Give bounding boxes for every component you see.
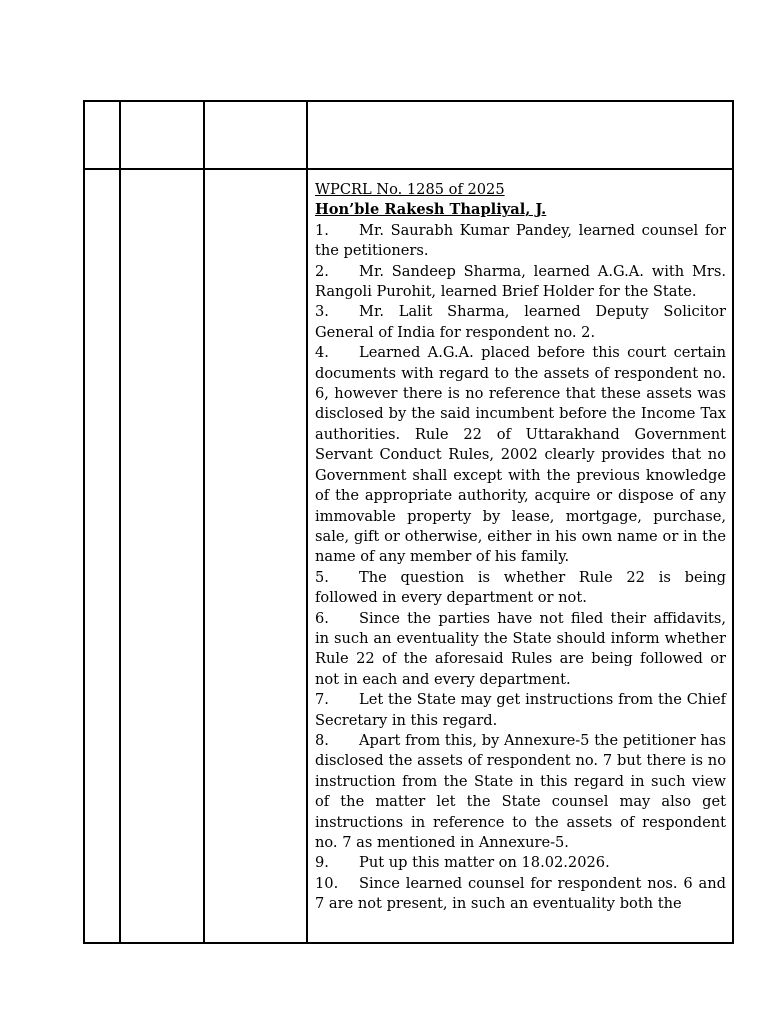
paragraph-text: Mr. Lalit Sharma, learned Deputy Solicitor General of India for respondent no. 2. xyxy=(315,303,726,341)
header-cell-3 xyxy=(204,101,307,169)
paragraph-number: 9. xyxy=(315,854,329,872)
paragraph-text: The question is whether Rule 22 is being followed in every department or not. xyxy=(315,568,726,607)
paragraph-number: 3. xyxy=(315,303,329,321)
paragraph-text: Since the parties have not filed their affidavits, in such an eventuality the State should inform whether Rule 22 of the aforesaid Rules are being followed or not in each and every department. xyxy=(315,609,726,688)
header-cell-1 xyxy=(84,101,120,169)
paragraph xyxy=(315,609,726,691)
paragraph xyxy=(315,221,726,262)
body-cell-2 xyxy=(120,169,204,943)
paragraph-number: 2. xyxy=(315,262,329,280)
paragraph-number: 1. xyxy=(315,221,329,239)
paragraph-number: 10. xyxy=(315,874,339,892)
case-number: WPCRL No. 1285 of 2025 xyxy=(315,181,505,198)
paragraph-number: 5. xyxy=(315,568,329,586)
paragraph xyxy=(315,343,726,567)
table-header-row xyxy=(84,101,733,169)
paragraph-text: Mr. Saurabh Kumar Pandey, learned counsel for the petitioners. xyxy=(315,221,726,260)
order-sheet-table xyxy=(83,100,734,944)
paragraph xyxy=(315,302,726,343)
paragraph xyxy=(315,853,726,873)
body-cell-1 xyxy=(84,169,120,943)
paragraph-text: Put up this matter on 18.02.2026. xyxy=(359,854,610,872)
header-cell-2 xyxy=(120,101,204,169)
paragraph xyxy=(315,690,726,731)
paragraph-text: Apart from this, by Annexure-5 the petitioner has disclosed the assets of respondent no. 7 but there is no instruction from the State in this regard in such view of the matter let the State counsel may also get instructions in reference to the assets of respondent no. 7 as mentioned in Annexure-5. xyxy=(315,731,726,851)
paragraph-number: 6. xyxy=(315,609,329,627)
paragraph-number: 7. xyxy=(315,691,329,709)
judge-name: Hon’ble Rakesh Thapliyal, J. xyxy=(315,201,547,219)
paragraph-text: Since learned counsel for respondent nos. 6 and 7 are not present, in such an eventuality both the xyxy=(315,874,726,913)
table-body-row xyxy=(84,169,733,943)
paragraph-text: Let the State may get instructions from the Chief Secretary in this regard. xyxy=(315,691,726,729)
header-cell-4 xyxy=(307,101,733,169)
paragraph-text: Mr. Sandeep Sharma, learned A.G.A. with Mrs. Rangoli Purohit, learned Brief Holder for the State. xyxy=(315,262,726,301)
order-text-cell xyxy=(307,169,733,943)
body-cell-3 xyxy=(204,169,307,943)
paragraph-number: 4. xyxy=(315,344,329,362)
paragraph xyxy=(315,874,726,915)
paragraph-text: Learned A.G.A. placed before this court certain documents with regard to the assets of respondent no. 6, however there is no reference that these assets was disclosed by the said incumbent before the Income Tax authorities. Rule 22 of Uttarakhand Government Servant Conduct Rules, 2002 clearly provides that no Government shall except with the previous knowledge of the appropriate authority, acquire or dispose of any immovable property by lease, mortgage, purchase, sale, gift or otherwise, either in his own name or in the name of any member of his family. xyxy=(315,344,726,566)
paragraph-list xyxy=(315,221,726,915)
paragraph-number: 8. xyxy=(315,731,329,749)
paragraph xyxy=(315,568,726,609)
paragraph xyxy=(315,262,726,303)
order-text xyxy=(308,170,732,942)
paragraph xyxy=(315,731,726,853)
